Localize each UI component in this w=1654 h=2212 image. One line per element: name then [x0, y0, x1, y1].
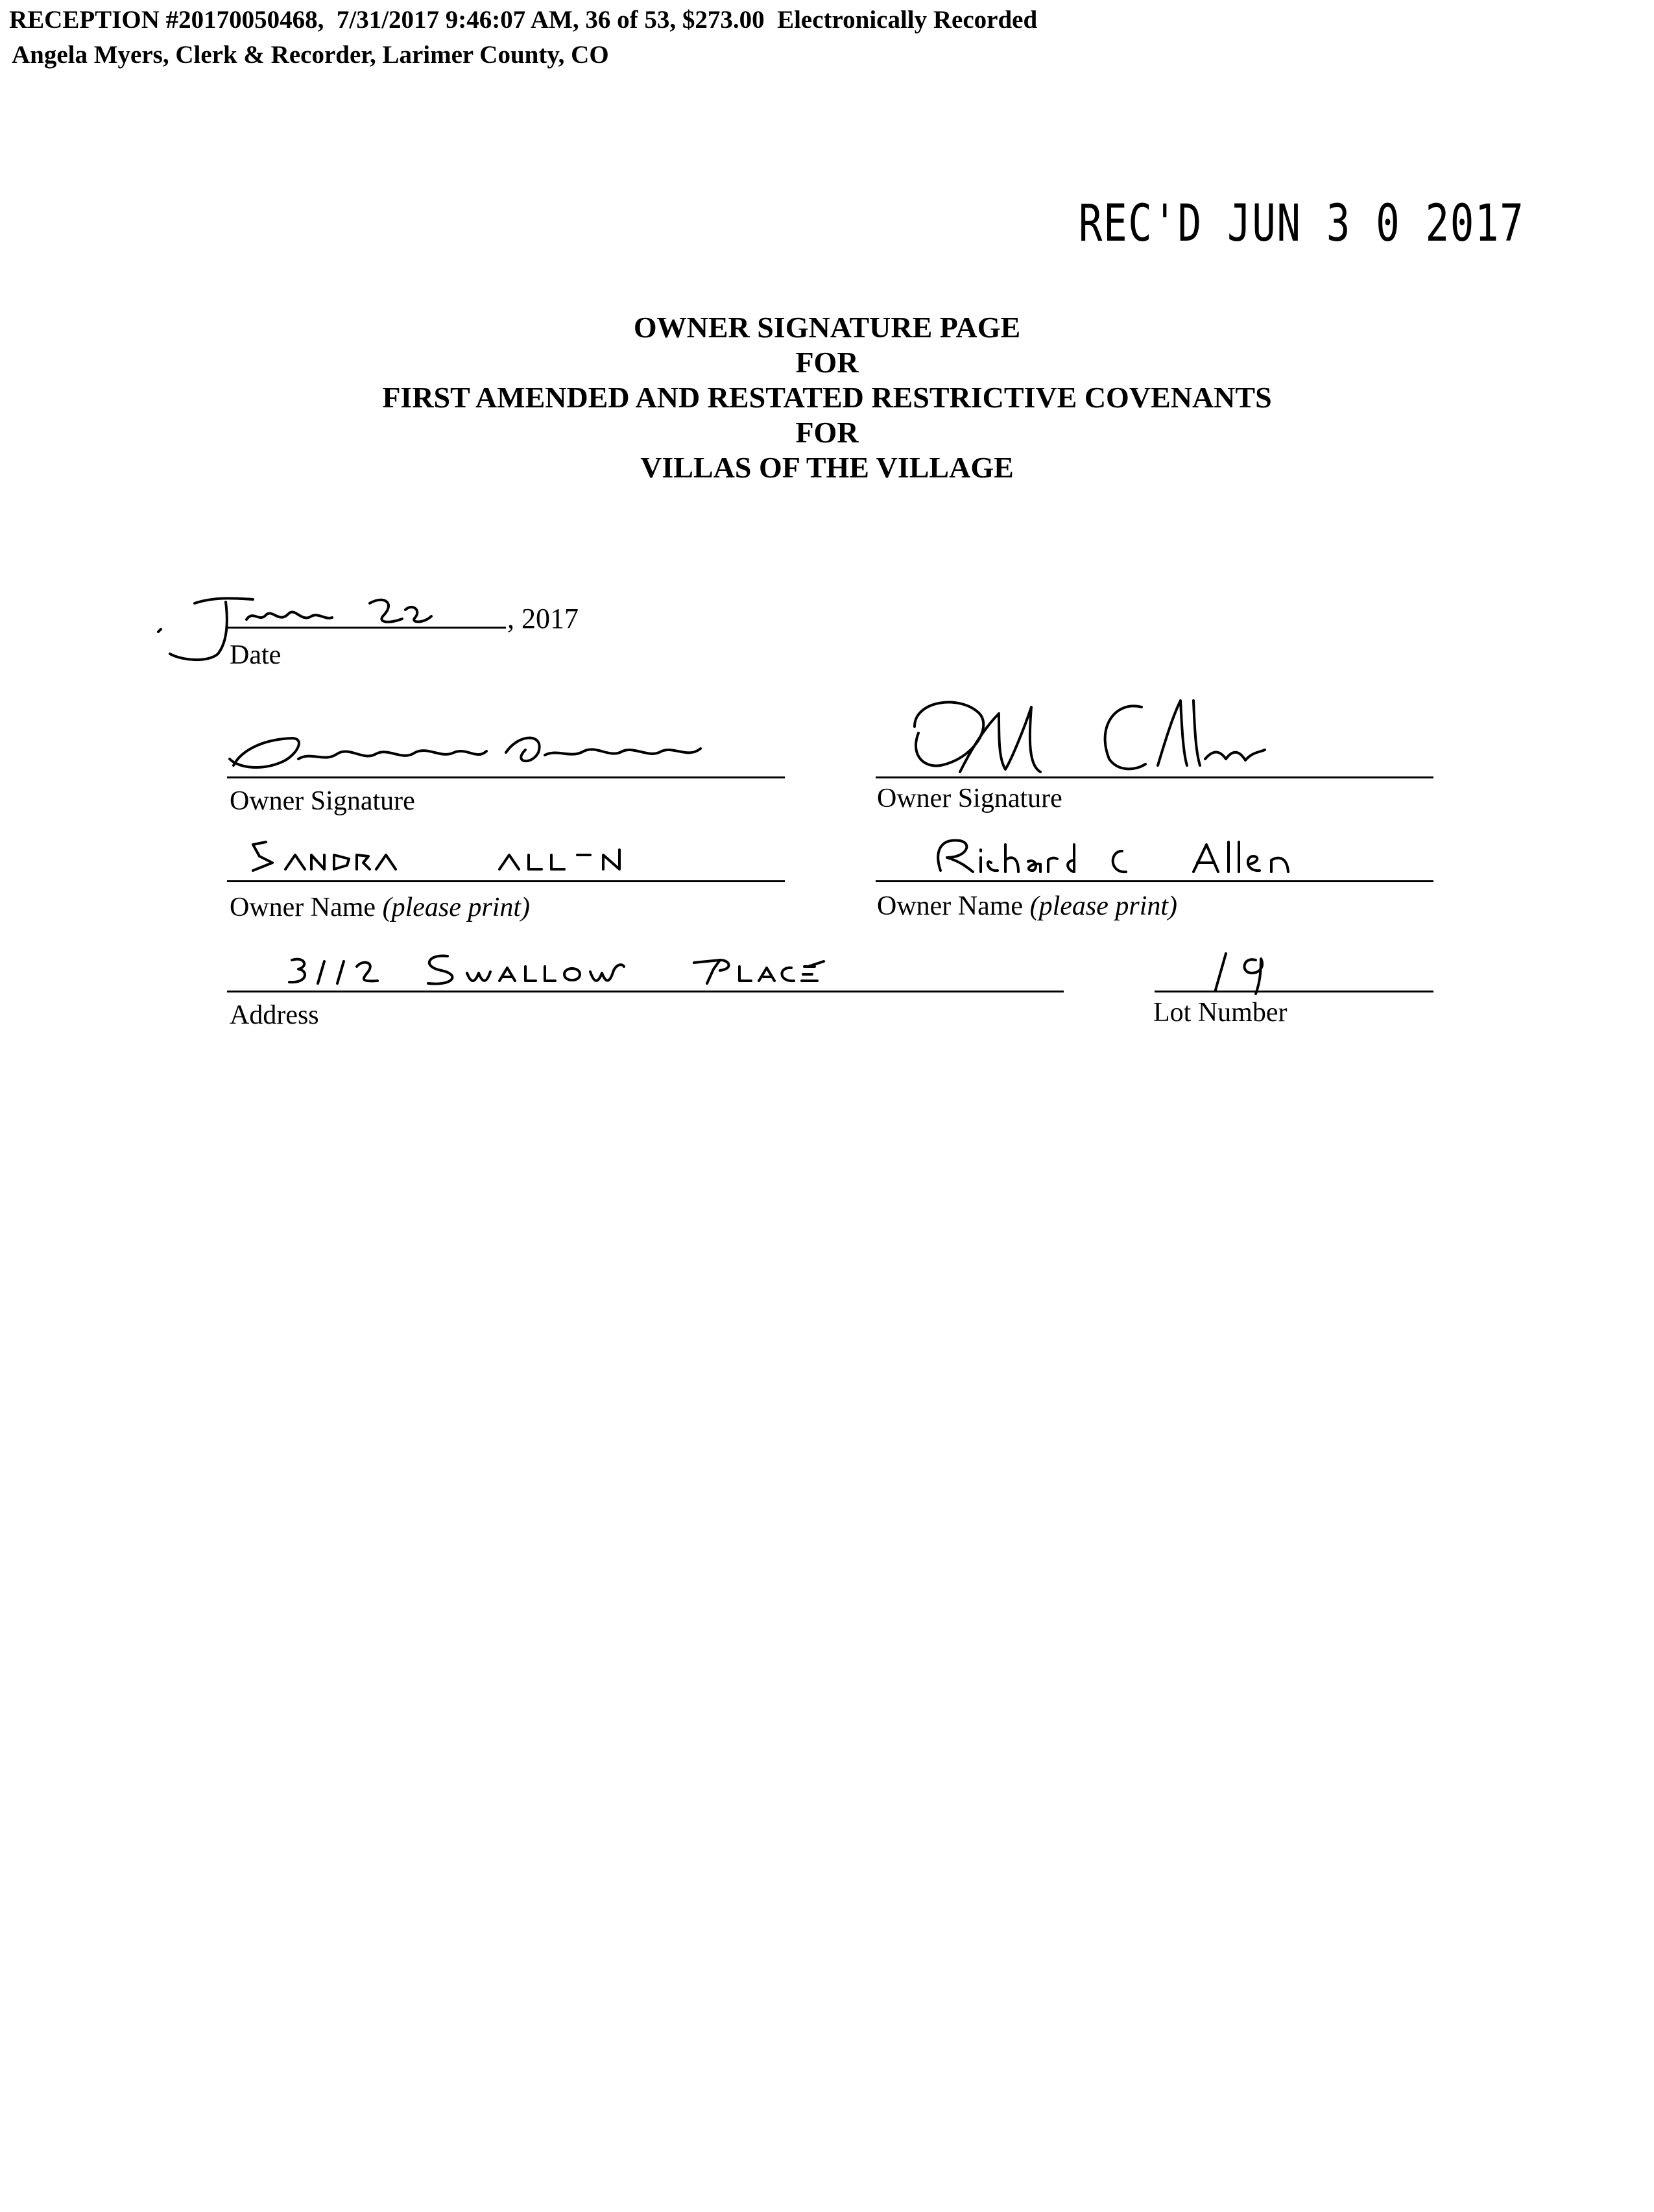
owner-right-name-label-text: Owner Name — [877, 891, 1024, 921]
owner-left-signature — [221, 714, 765, 778]
owner-right-name-label — [877, 891, 1177, 922]
owner-right-name-label-note: (please print) — [1029, 891, 1178, 921]
lot-number-label: Lot Number — [1153, 998, 1288, 1028]
owner-left-signature-label: Owner Signature — [230, 786, 415, 816]
owner-left-name-label-note: (please print) — [382, 893, 531, 922]
title-line: FOR — [795, 416, 859, 449]
owner-left-printed-name — [240, 837, 707, 882]
owner-right-printed-name — [921, 832, 1336, 884]
lot-number-handwriting — [1206, 947, 1310, 999]
title-line: FOR — [795, 346, 859, 379]
date-year: , 2017 — [507, 603, 579, 634]
date-handwriting — [156, 584, 519, 675]
received-stamp: REC'D JUN 3 0 2017 — [1078, 195, 1524, 253]
document-title — [0, 310, 1654, 485]
owner-left-name-label — [230, 892, 530, 923]
address-label: Address — [230, 1000, 319, 1030]
owner-right-signature-label: Owner Signature — [877, 784, 1062, 813]
owner-right-signature — [902, 688, 1317, 785]
title-line: FIRST AMENDED AND RESTATED RESTRICTIVE COVENANTS — [382, 381, 1272, 414]
recording-header-line-1: RECEPTION #20170050468, 7/31/2017 9:46:07 AM, 36 of 53, $273.00 Electronically Recorded — [9, 6, 1038, 34]
date-label: Date — [230, 640, 282, 670]
title-line: VILLAS OF THE VILLAGE — [640, 451, 1014, 484]
recording-header-line-2: Angela Myers, Clerk & Recorder, Larimer County, CO — [12, 41, 609, 69]
title-line: OWNER SIGNATURE PAGE — [633, 311, 1021, 344]
owner-left-name-label-text: Owner Name — [230, 893, 376, 922]
address-handwriting — [266, 947, 928, 992]
